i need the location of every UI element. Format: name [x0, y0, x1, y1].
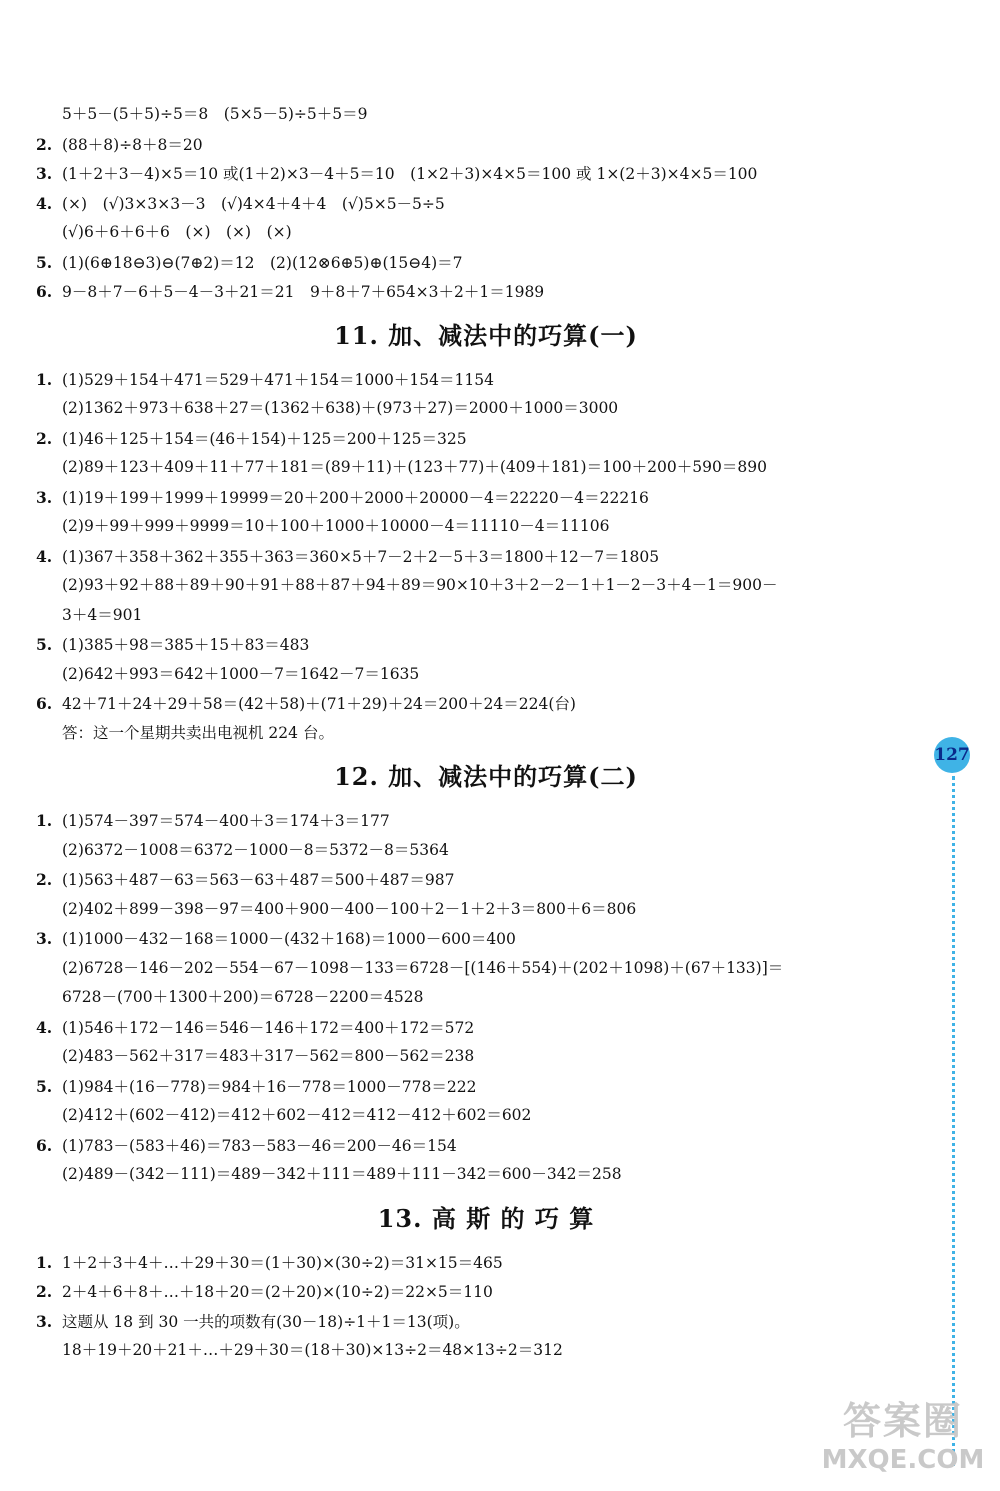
answer-text: (1)1000－432－168＝1000－(432＋168)＝1000－600＝400 — [62, 930, 516, 948]
answer-text: 42＋71＋24＋29＋58＝(42＋58)＋(71＋29)＋24＝200＋24＝224(台) — [62, 695, 576, 713]
watermark-logo — [818, 1398, 988, 1488]
item-number: 4. — [36, 546, 53, 566]
answer-line — [36, 453, 936, 483]
answer-text: (1)783－(583＋46)＝783－583－46＝200－46＝154 — [62, 1136, 457, 1155]
answer-line — [36, 483, 936, 513]
answer-line — [36, 806, 936, 836]
item-number: 4. — [36, 1017, 53, 1037]
item-number: 3. — [36, 1311, 53, 1331]
answer-text: (1)546＋172－146＝546－146＋172＝400＋172＝572 — [62, 1018, 475, 1037]
answer-text: (×) (√)3×3×3－3 (√)4×4＋4＋4 (√)5×5－5÷5 — [62, 194, 445, 213]
answer-text: 5＋5－(5＋5)÷5＝8 (5×5－5)÷5＋5＝9 — [62, 105, 368, 123]
answer-text: (1)563＋487－63＝563－63＋487＝500＋487＝987 — [62, 871, 455, 889]
item-number: 2. — [36, 1282, 53, 1301]
item-number: 2. — [36, 870, 53, 889]
answer-line — [36, 836, 936, 866]
answer-text: (2)412＋(602－412)＝412＋602－412＝412－412＋602＝602 — [62, 1106, 532, 1124]
answer-text: (1)529＋154＋471＝529＋471＋154＝1000＋154＝1154 — [62, 370, 494, 389]
answer-text: (1)46＋125＋154＝(46＋154)＋125＝200＋125＝325 — [62, 429, 467, 448]
watermark-domain: MXQE.COM — [821, 1445, 985, 1475]
answer-text: (1＋2＋3－4)×5＝10 或(1＋2)×3－4＋5＝10 (1×2＋3)×4×5＝100 或 1×(2＋3)×4×5＝100 — [62, 165, 758, 183]
answer-line — [36, 394, 936, 424]
answer-line — [36, 1277, 936, 1307]
answer-line — [36, 983, 936, 1013]
answer-text: (1)(6⊕18⊖3)⊖(7⊕2)＝12 (2)(12⊗6⊕5)⊕(15⊖4)＝7 — [62, 253, 463, 272]
item-number: 4. — [36, 193, 53, 213]
answer-line — [36, 571, 936, 601]
answer-line — [36, 1072, 936, 1102]
answer-line — [36, 1101, 936, 1131]
answer-text: (2)9＋99＋999＋9999＝10＋100＋1000＋10000－4＝11110－4＝11106 — [62, 517, 610, 535]
answer-line — [36, 954, 936, 984]
answer-text: (2)6728－146－202－554－67－1098－133＝6728－[(146＋554)＋(202＋1098)＋(67＋133)]＝ — [62, 958, 784, 977]
answer-text: 6728－(700＋1300＋200)＝6728－2200＝4528 — [62, 988, 424, 1006]
answer-text: (2)89＋123＋409＋11＋77＋181＝(89＋11)＋(123＋77)＋(409＋181)＝100＋200＋590＝890 — [62, 458, 767, 476]
section-12-answers — [36, 806, 936, 1190]
section-12-title: 12. 加、减法中的巧算(二) — [334, 762, 638, 791]
answer-line — [36, 365, 936, 395]
answer-text: (2)642＋993＝642＋1000－7＝1642－7＝1635 — [62, 664, 420, 683]
item-number: 2. — [36, 428, 53, 448]
answer-text: (1)984＋(16－778)＝984＋16－778＝1000－778＝222 — [62, 1077, 477, 1096]
watermark-text: 答案圈 — [842, 1399, 963, 1443]
answer-text: 1＋2＋3＋4＋…＋29＋30＝(1＋30)×(30÷2)＝31×15＝465 — [62, 1253, 503, 1272]
answer-content — [36, 100, 936, 1366]
answer-text: (1)385＋98＝385＋15＋83＝483 — [62, 636, 310, 654]
item-number: 2. — [36, 134, 53, 154]
item-number: 6. — [36, 1135, 53, 1155]
section-11-answers — [36, 365, 936, 749]
answer-line — [36, 660, 936, 690]
answer-line — [36, 248, 936, 278]
answer-text: (2)93＋92＋88＋89＋90＋91＋88＋87＋94＋89＝90×10＋3＋2－2－1＋1－2－3＋4－1＝900－ — [62, 576, 778, 594]
answer-line — [36, 1131, 936, 1161]
answer-text: (88＋8)÷8＋8＝20 — [62, 135, 203, 154]
answer-text: (2)489－(342－111)＝489－342＋111＝489＋111－342＝600－342＝258 — [62, 1165, 622, 1183]
dotted-margin-line — [952, 776, 955, 1466]
answer-text: (2)402＋899－398－97＝400＋900－400－100＋2－1＋2＋3＝800＋6＝806 — [62, 899, 637, 918]
answer-text: (2)483－562＋317＝483＋317－562＝800－562＝238 — [62, 1047, 475, 1065]
answer-line — [36, 218, 936, 248]
answer-text: (1)574－397＝574－400＋3＝174＋3＝177 — [62, 812, 390, 830]
answer-text: 答：这一个星期共卖出电视机 224 台。 — [62, 723, 334, 742]
answer-text: 2＋4＋6＋8＋…＋18＋20＝(2＋20)×(10÷2)＝22×5＝110 — [62, 1283, 493, 1301]
answer-line — [36, 1160, 936, 1190]
answer-line — [36, 1013, 936, 1043]
answer-text: (√)6＋6＋6＋6 (×) (×) (×) — [62, 223, 292, 241]
item-number: 1. — [36, 1252, 53, 1272]
section-11-title: 11. 加、减法中的巧算(一) — [334, 320, 638, 350]
answer-line — [36, 601, 936, 631]
item-number: 5. — [36, 252, 53, 272]
item-number: 3. — [36, 164, 53, 183]
answer-line — [36, 1336, 936, 1366]
answer-line — [36, 1248, 936, 1278]
item-number: 5. — [36, 1076, 53, 1096]
answer-text: 9－8＋7－6＋5－4－3＋21＝21 9＋8＋7＋654×3＋2＋1＝1989 — [62, 283, 545, 301]
answer-line — [36, 895, 936, 925]
answer-text: 这题从 18 到 30 一共的项数有(30－18)÷1＋1＝13(项)。 — [62, 1312, 470, 1331]
item-number: 3. — [36, 929, 53, 948]
section-13-answers — [36, 1248, 936, 1366]
page-number-badge: 127 — [934, 737, 970, 773]
answer-text: (2)1362＋973＋638＋27＝(1362＋638)＋(973＋27)＝2000＋1000＝3000 — [62, 399, 619, 417]
item-number: 1. — [36, 811, 53, 830]
answer-line — [36, 424, 936, 454]
answer-line — [36, 689, 936, 719]
answer-text: 3＋4＝901 — [62, 605, 143, 624]
item-number: 5. — [36, 635, 53, 654]
answer-text: (1)367＋358＋362＋355＋363＝360×5＋7－2＋2－5＋3＝1800＋12－7＝1805 — [62, 547, 660, 566]
answer-line — [36, 159, 936, 189]
answer-text: 18＋19＋20＋21＋…＋29＋30＝(18＋30)×13÷2＝48×13÷2＝312 — [62, 1341, 563, 1359]
answer-line — [36, 189, 936, 219]
answer-line — [36, 630, 936, 660]
answer-line — [36, 100, 936, 130]
item-number: 3. — [36, 487, 53, 507]
answer-line — [36, 865, 936, 895]
answer-line — [36, 1307, 936, 1337]
answer-text: (1)19＋199＋1999＋19999＝20＋200＋2000＋20000－4＝22220－4＝22216 — [62, 488, 649, 507]
answer-line — [36, 130, 936, 160]
item-number: 6. — [36, 694, 53, 713]
section-13-title: 13. 高 斯 的 巧 算 — [377, 1203, 595, 1233]
answer-line — [36, 924, 936, 954]
answer-line — [36, 1042, 936, 1072]
answer-line — [36, 277, 936, 307]
answer-text: (2)6372－1008＝6372－1000－8＝5372－8＝5364 — [62, 840, 449, 859]
item-number: 1. — [36, 369, 53, 389]
answer-line — [36, 512, 936, 542]
answer-line — [36, 542, 936, 572]
answer-line — [36, 719, 936, 749]
top-answers — [36, 100, 936, 307]
item-number: 6. — [36, 282, 53, 301]
